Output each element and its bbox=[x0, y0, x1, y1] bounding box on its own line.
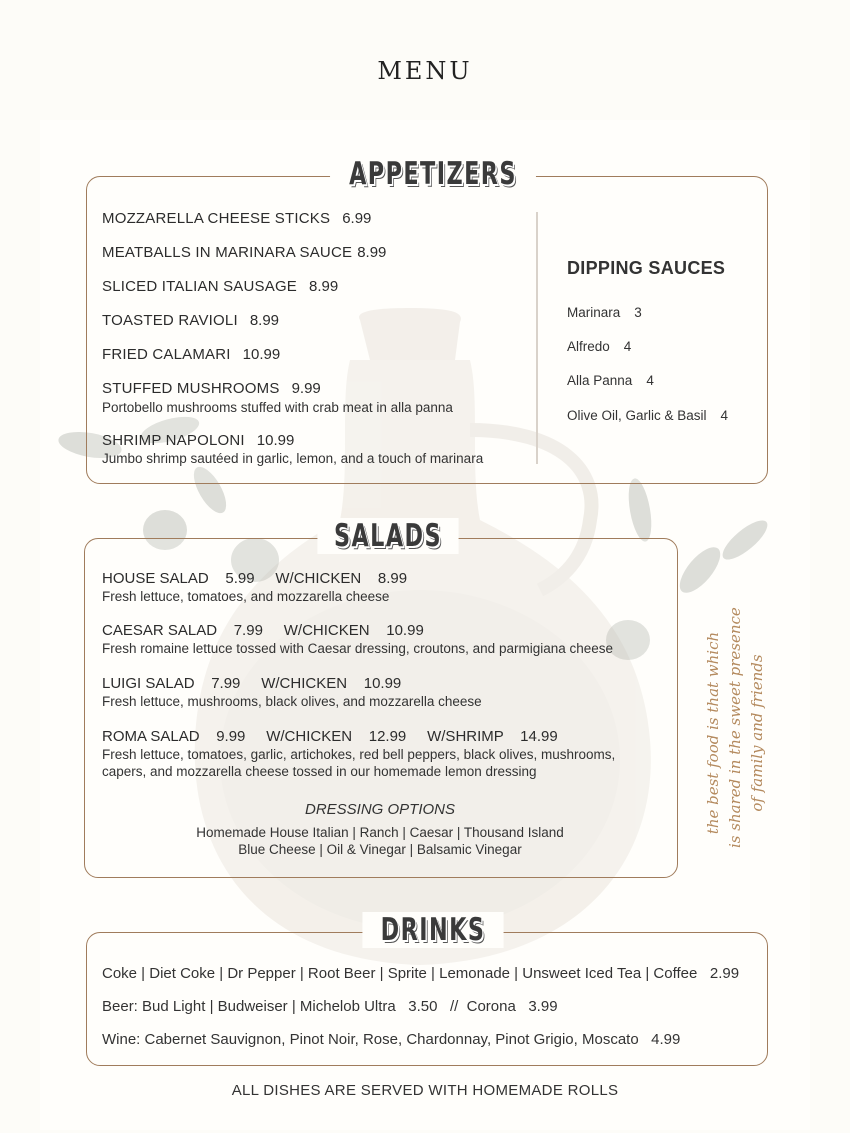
drinks-line: Beer: Bud Light | Budweiser | Michelob Ultra 3.50 // Corona 3.99 bbox=[102, 998, 558, 1015]
quote-text bbox=[702, 607, 768, 848]
salad-item: HOUSE SALAD 5.99 W/CHICKEN 8.99 bbox=[102, 570, 408, 587]
item-description: Fresh lettuce, tomatoes, garlic, artichokes, red bell peppers, black olives, mushrooms, bbox=[102, 747, 616, 762]
sauce-item bbox=[567, 305, 642, 320]
item-description: Jumbo shrimp sautéed in garlic, lemon, and a touch of marinara bbox=[102, 451, 484, 466]
appetizers-heading: APPETIZERS bbox=[330, 156, 536, 192]
quote-line: the best food is that which bbox=[704, 631, 722, 835]
item-name: FRIED CALAMARI bbox=[102, 346, 231, 363]
sauce-item bbox=[567, 373, 654, 388]
appetizer-item bbox=[102, 432, 294, 449]
dressing-options-heading: DRESSING OPTIONS bbox=[304, 801, 456, 818]
sauce-name: Alfredo bbox=[567, 339, 610, 354]
item-price: 9.99 bbox=[291, 380, 321, 397]
appetizer-item bbox=[102, 312, 279, 329]
item-price: 8.99 bbox=[249, 312, 280, 329]
sauce-price: 4 bbox=[646, 373, 654, 388]
sauce-name: Olive Oil, Garlic & Basil bbox=[567, 408, 707, 423]
salads-heading: SALADS bbox=[317, 518, 458, 554]
drinks-heading: DRINKS bbox=[362, 912, 503, 948]
salad-item: LUIGI SALAD 7.99 W/CHICKEN 10.99 bbox=[102, 675, 402, 692]
item-price: 8.99 bbox=[309, 278, 339, 295]
appetizer-item bbox=[102, 244, 386, 261]
item-description: Fresh lettuce, tomatoes, and mozzarella cheese bbox=[102, 589, 390, 604]
item-name: MOZZARELLA CHEESE STICKS bbox=[102, 210, 331, 227]
footer-note: ALL DISHES ARE SERVED WITH HOMEMADE ROLLS bbox=[231, 1082, 619, 1099]
menu-title: MENU bbox=[377, 57, 473, 85]
item-description: Fresh romaine lettuce tossed with Caesar dressing, croutons, and parmigiana cheese bbox=[102, 641, 614, 656]
salad-item: ROMA SALAD 9.99 W/CHICKEN 12.99 W/SHRIMP 14.99 bbox=[102, 728, 558, 745]
dressing-options-line: Blue Cheese | Oil & Vinegar | Balsamic Vinegar bbox=[238, 842, 522, 857]
item-price: 10.99 bbox=[256, 432, 295, 449]
item-description: capers, and mozzarella cheese tossed in our homemade lemon dressing bbox=[102, 764, 537, 779]
item-price: 8.99 bbox=[357, 244, 387, 261]
quote-line: of family and friends bbox=[748, 654, 766, 812]
item-description: Portobello mushrooms stuffed with crab meat in alla panna bbox=[102, 400, 453, 415]
item-price: 10.99 bbox=[242, 346, 281, 363]
dipping-sauces-heading: DIPPING SAUCES bbox=[567, 258, 726, 278]
sauce-item bbox=[567, 408, 728, 423]
appetizer-item bbox=[102, 346, 280, 363]
salad-item: CAESAR SALAD 7.99 W/CHICKEN 10.99 bbox=[102, 622, 424, 639]
sauce-name: Marinara bbox=[567, 305, 621, 320]
column-divider bbox=[536, 212, 538, 464]
appetizer-item bbox=[102, 380, 321, 397]
sauce-price: 3 bbox=[634, 305, 642, 320]
dressing-options-line: Homemade House Italian | Ranch | Caesar | Thousand Island bbox=[196, 825, 564, 840]
item-name: SLICED ITALIAN SAUSAGE bbox=[102, 278, 298, 295]
item-name: TOASTED RAVIOLI bbox=[102, 312, 238, 329]
sauce-item bbox=[567, 339, 631, 354]
appetizer-item bbox=[102, 278, 338, 295]
item-name: MEATBALLS IN MARINARA SAUCE bbox=[102, 244, 353, 261]
quote-line: is shared in the sweet presence bbox=[726, 607, 744, 848]
sauce-price: 4 bbox=[623, 339, 632, 354]
drinks-line: Wine: Cabernet Sauvignon, Pinot Noir, Rose, Chardonnay, Pinot Grigio, Moscato 4.99 bbox=[102, 1031, 681, 1048]
appetizer-item bbox=[102, 210, 371, 227]
item-description: Fresh lettuce, mushrooms, black olives, and mozzarella cheese bbox=[102, 694, 482, 709]
sauce-price: 4 bbox=[720, 408, 729, 423]
item-name: STUFFED MUSHROOMS bbox=[102, 380, 280, 397]
drinks-line: Coke | Diet Coke | Dr Pepper | Root Beer | Sprite | Lemonade | Unsweet Iced Tea | Coffee 2.99 bbox=[102, 965, 740, 982]
sauce-name: Alla Panna bbox=[567, 373, 633, 388]
item-price: 6.99 bbox=[342, 210, 372, 227]
item-name: SHRIMP NAPOLONI bbox=[102, 432, 245, 449]
